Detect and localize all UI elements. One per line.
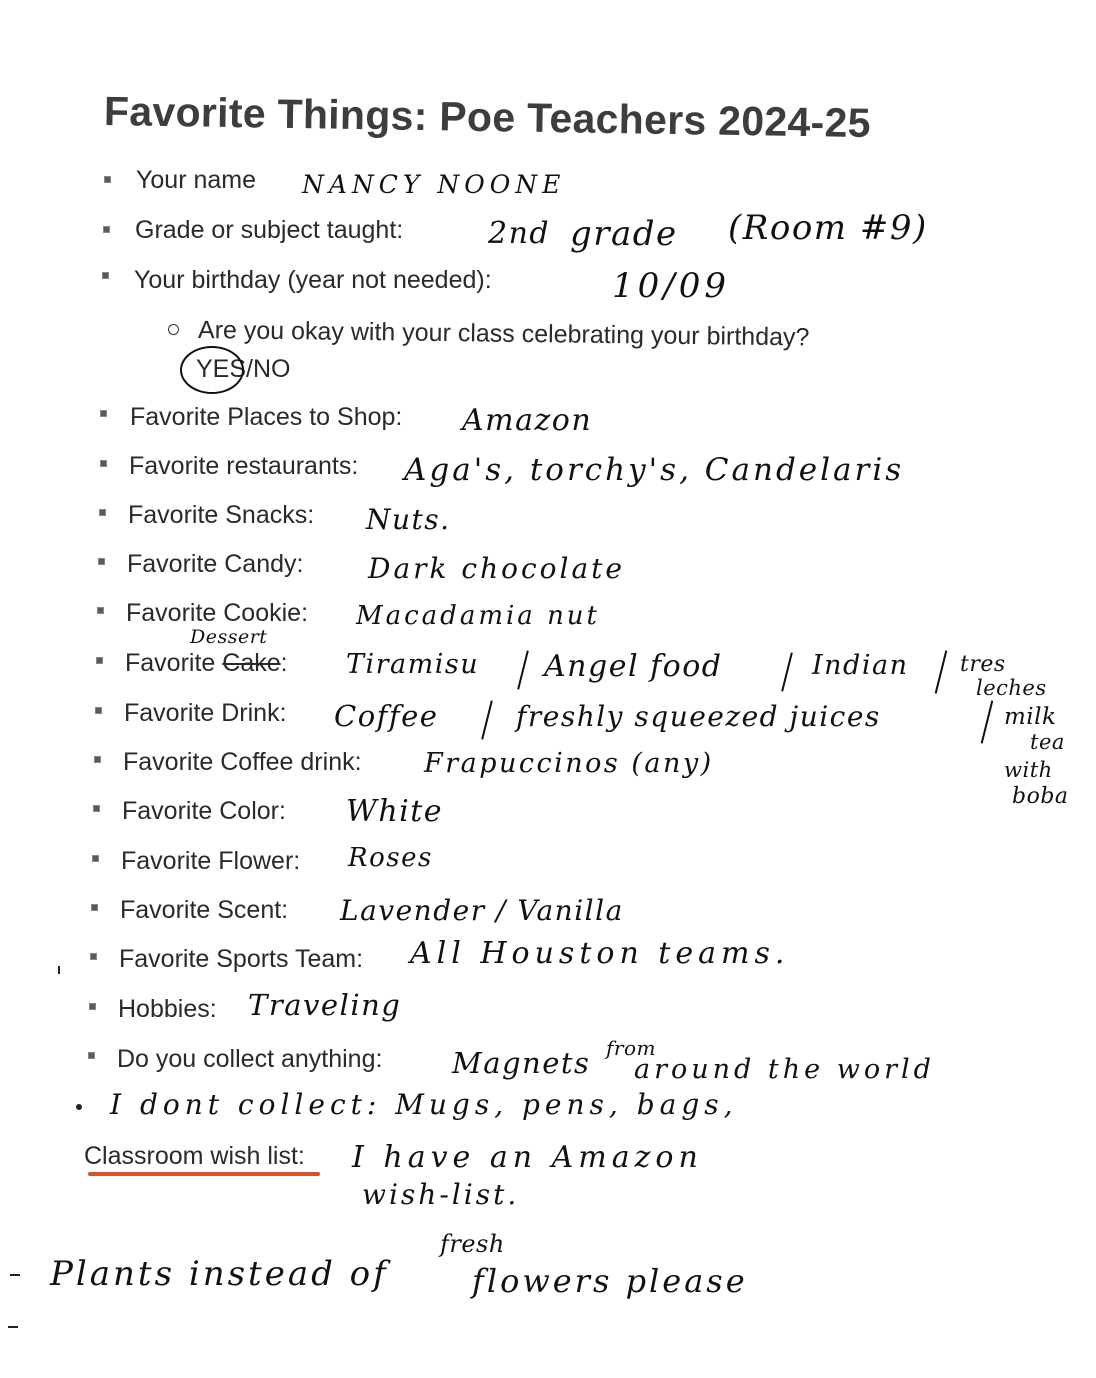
bullet-icon [90,953,97,960]
grade-answer-room: (Room #9) [728,208,928,248]
bullet-icon [99,509,106,516]
drink-answer-juices: freshly squeezed juices [516,700,881,733]
bullet-icon [95,707,102,714]
snacks-label: Favorite Snacks: [128,501,315,529]
collect-answer-from: from [606,1036,656,1060]
separator-slash [781,652,793,691]
bullet-icon [94,756,101,763]
bullet-icon [102,272,109,279]
dessert-answer-tres: tres [960,652,1006,677]
collect-label: Do you collect anything: [117,1045,383,1073]
dessert-answer-angel: Angel food [544,649,723,684]
note-answer-fresh: fresh [440,1230,505,1258]
bullet-icon [100,410,107,417]
team-label: Favorite Sports Team: [119,945,364,973]
cookie-answer: Macadamia nut [356,601,601,631]
grade-label: Grade or subject taught: [135,216,404,244]
color-label: Favorite Color: [122,797,286,825]
drink-answer-tea: tea [1030,730,1065,754]
team-answer: All Houston teams. [410,936,790,971]
sub-bullet-icon [168,324,179,335]
note-answer-end: flowers please [472,1262,748,1300]
name-answer: NANCY NOONE [302,170,566,199]
celebrate-label: Are you okay with your class celebrating your birthday? [197,316,810,352]
hand-bullet-icon [76,1104,82,1110]
grade-answer-number: 2nd [488,216,551,251]
coffee-answer: Frapuccinos (any) [424,748,714,779]
collect-answer-magnets: Magnets [452,1046,591,1080]
scent-answer: Lavender / Vanilla [340,894,624,927]
color-answer: White [346,794,444,829]
coffee-label: Favorite Coffee drink: [123,748,362,776]
wishlist-label: Classroom wish list: [84,1142,305,1170]
yes-selection-circle [180,346,247,394]
bullet-icon [96,657,103,664]
bullet-icon [93,805,100,812]
dessert-label-struck: Cake [222,649,281,677]
collect-answer-world: around the world [634,1054,935,1085]
dont-collect-answer: I dont collect: Mugs, pens, bags, [110,1088,738,1121]
restaurants-label: Favorite restaurants: [129,452,359,480]
drink-answer-boba: boba [1012,784,1069,809]
wishlist-answer-line1: I have an Amazon [352,1140,703,1175]
flower-label: Favorite Flower: [121,847,301,875]
hobbies-label: Hobbies: [118,995,217,1023]
bullet-icon [92,855,99,862]
wishlist-underline [88,1172,320,1176]
yes-option: YES [196,355,247,383]
bullet-icon [88,1052,95,1059]
bullet-icon [91,904,98,911]
dessert-label-correction: Dessert [190,626,268,648]
birthday-answer: 10/09 [612,266,730,306]
page-title: Favorite Things: Poe Teachers 2024-25 [103,88,872,147]
dessert-label-suffix: : [280,649,288,677]
separator-slash [481,700,493,739]
candy-label: Favorite Candy: [127,550,304,578]
hobbies-answer: Traveling [248,988,402,1022]
separator-slash [981,700,994,743]
wishlist-answer-line2: wish-list. [362,1178,520,1211]
birthday-label: Your birthday (year not needed): [134,266,492,294]
bullet-icon [89,1003,96,1010]
bullet-icon [97,607,104,614]
bullet-icon [98,558,105,565]
dessert-label-prefix: Favorite [125,649,216,677]
drink-answer-coffee: Coffee [334,699,439,733]
shop-answer: Amazon [462,403,593,438]
snacks-answer: Nuts. [366,503,451,536]
name-label: Your name [136,166,256,194]
dessert-label [125,649,288,678]
cookie-label: Favorite Cookie: [126,599,309,627]
dash-mark [8,1326,18,1328]
candy-answer: Dark chocolate [368,552,625,585]
dessert-answer-leches: leches [976,676,1047,700]
bullet-icon [100,460,107,467]
margin-mark [58,966,60,974]
dash-mark [10,1274,20,1276]
bullet-icon [104,176,111,183]
separator-slash [935,650,948,693]
separator-slash [517,650,529,689]
dessert-answer-indian: Indian [812,650,909,681]
no-option: /NO [246,355,291,383]
restaurants-answer: Aga's, torchy's, Candelaris [404,452,905,488]
scent-label: Favorite Scent: [120,896,289,924]
note-answer-start: Plants instead of [50,1254,389,1294]
dessert-answer-tiramisu: Tiramisu [346,649,480,680]
grade-answer-word: grade [570,214,678,254]
bullet-icon [103,226,110,233]
drink-answer-milk: milk [1004,704,1057,730]
flower-answer: Roses [348,843,433,873]
shop-label: Favorite Places to Shop: [130,403,403,431]
drink-answer-with: with [1004,758,1053,782]
drink-label: Favorite Drink: [124,699,287,727]
